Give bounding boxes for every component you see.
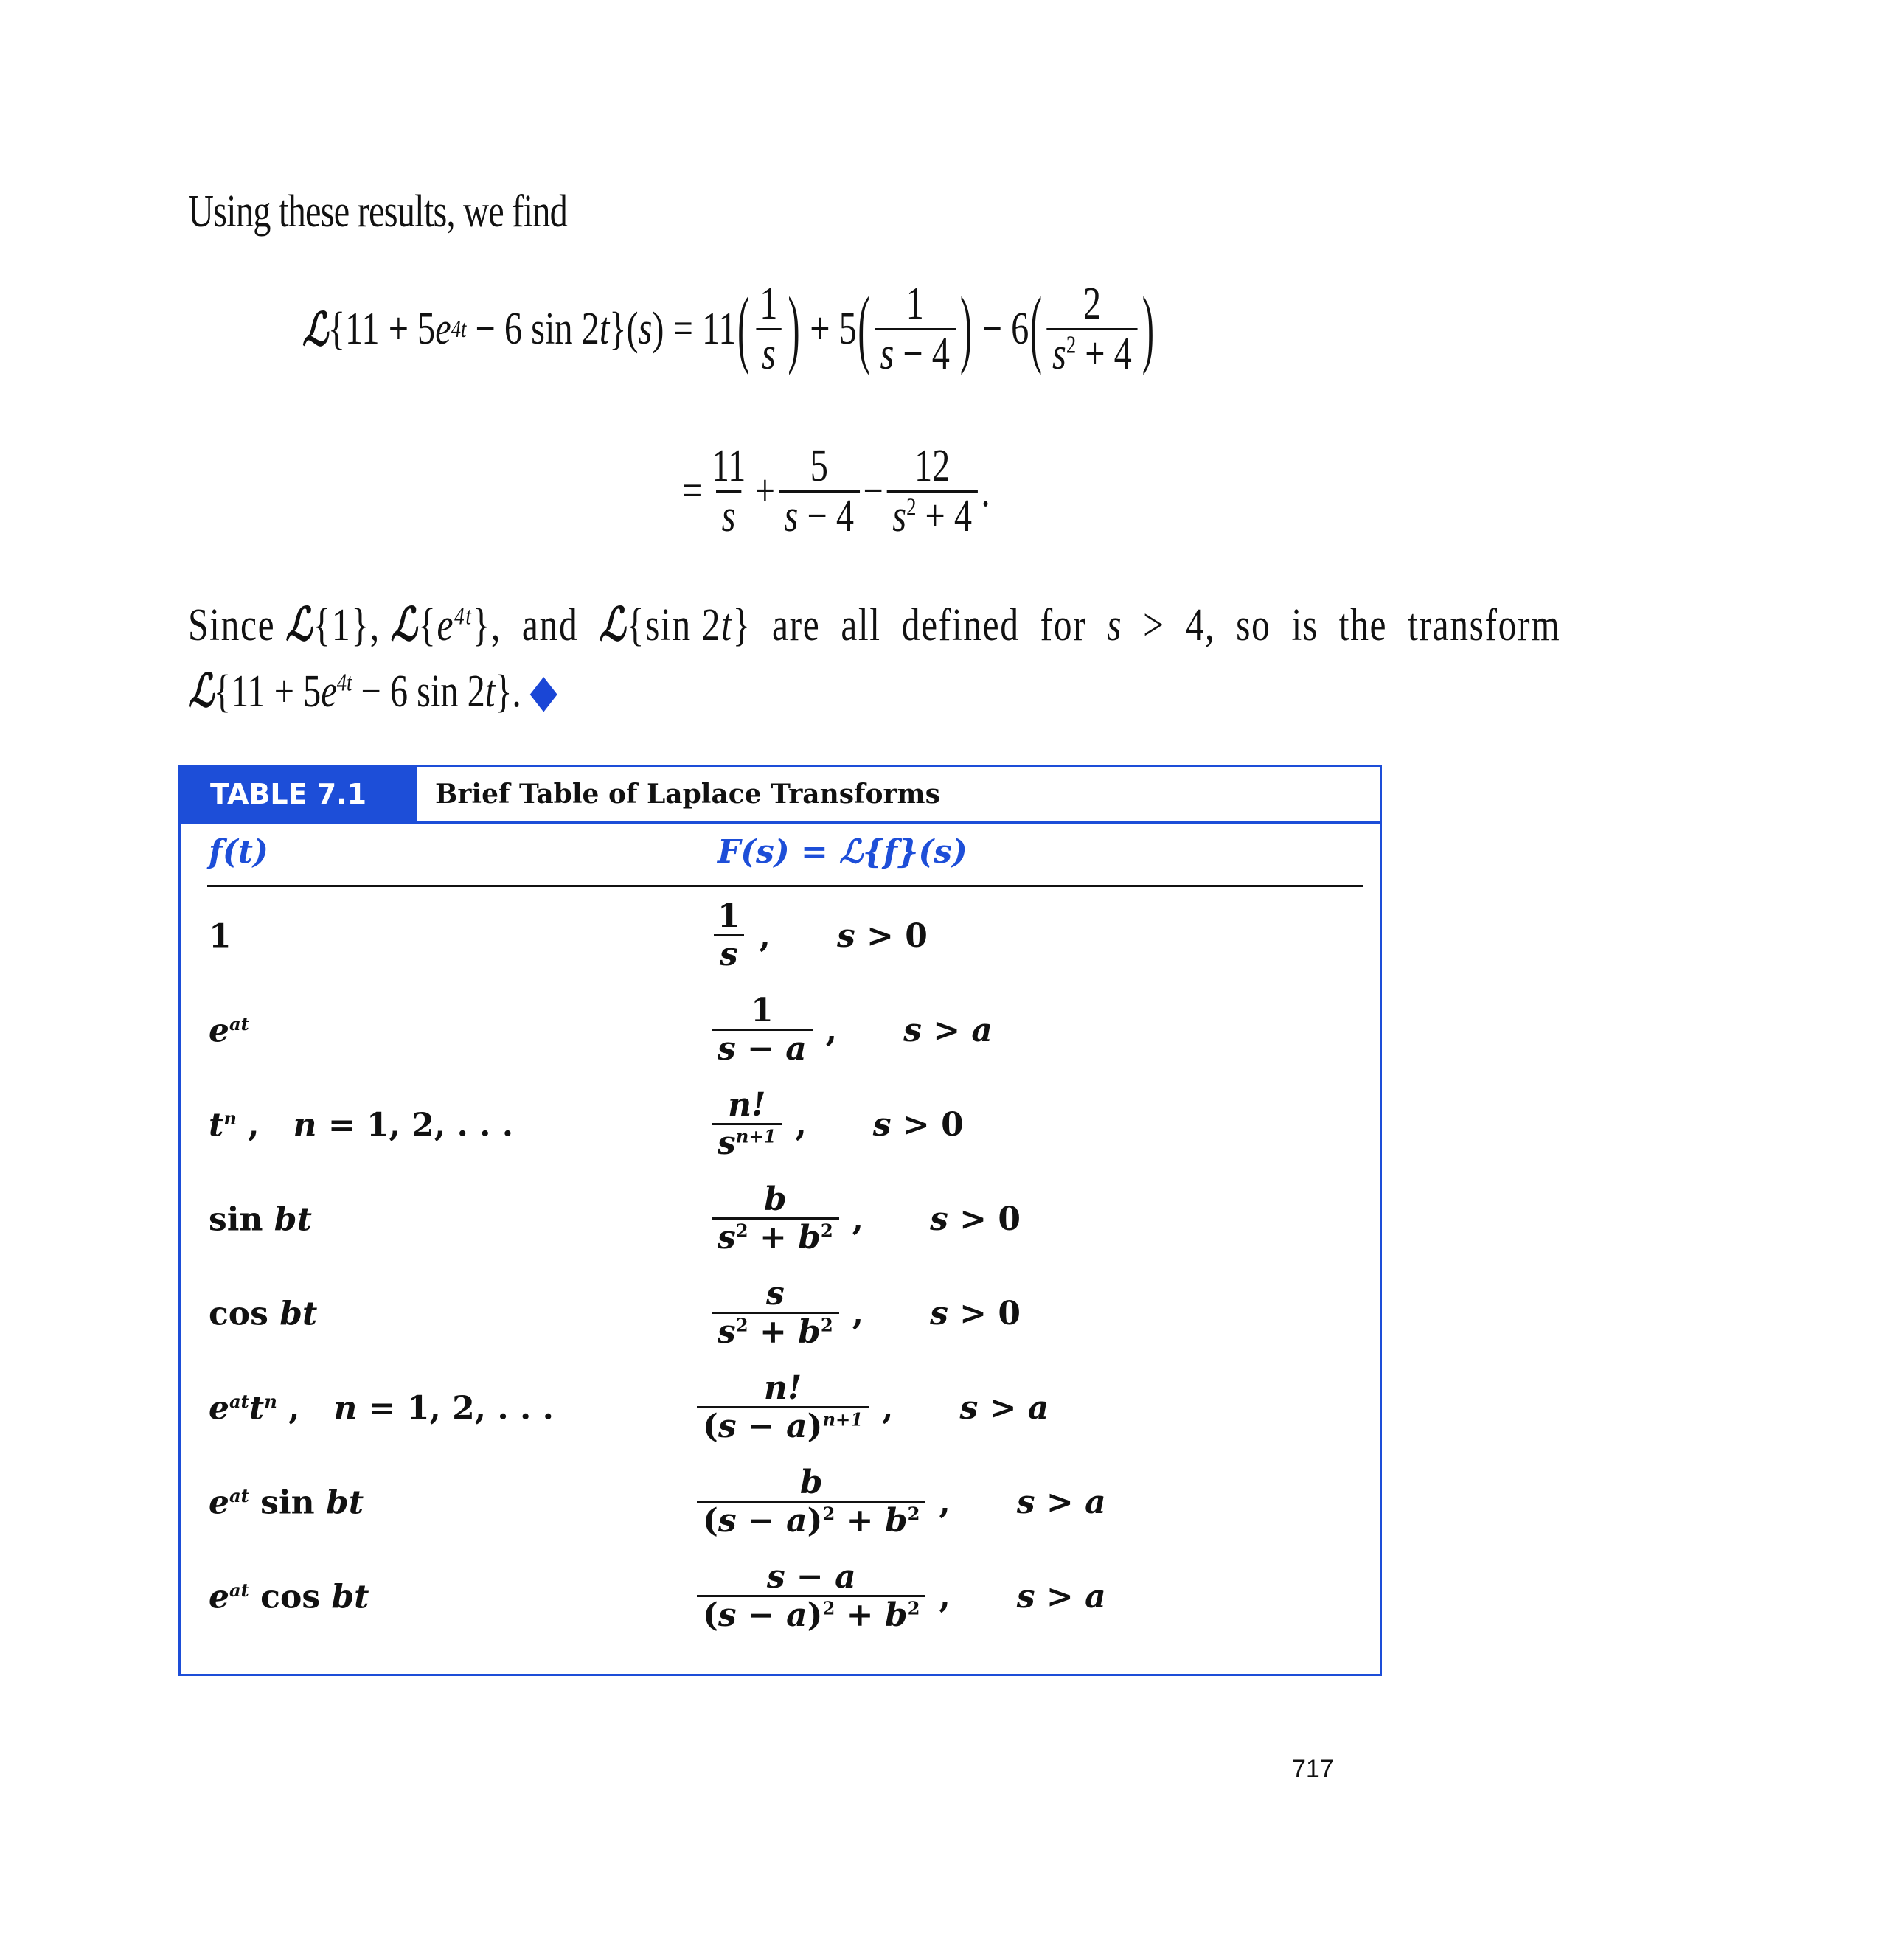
table-row [181, 1172, 1380, 1268]
closing-text-line-2: ℒ{11 + $5e^{4t} - 6$ sin 2t}. ◆ [188, 664, 557, 717]
row-F: b $s^2 + b^2$ , s > 0 [712, 1182, 1021, 1257]
row-F: b $(s - a)^2 + b^2$ , s > a [697, 1465, 1106, 1540]
row-f: $t^n$ , n = 1, 2, . . . [209, 1106, 514, 1144]
row-F: n! $s^{n+1}$ , s > 0 [712, 1088, 964, 1163]
equation-line-1: ℒ {11 + 5 e 4t − 6 sin 2 t }( s ) = 11 ( $\frac{1}{s}$ ) + 5 ( $\frac{1}{s - 4}$ ) − 6 ( $\frac{2}{s^2 + 4}$ ) [302, 279, 1154, 380]
closing-text-line-1: Since ℒ{1}, $ℒ\{e^{4t}\}$, and ℒ{sin 2t} are all defined for s > 4, so is the transform [188, 597, 1561, 651]
row-F: 1 s − a , s > a [712, 993, 993, 1068]
end-of-example-diamond-icon: ◆ [529, 667, 557, 717]
column-header-f: f(t) [209, 833, 268, 871]
row-F: 1 s , s > 0 [712, 899, 928, 974]
table-row [181, 1360, 1380, 1456]
row-F: n! $(s - a)^{n+1}$ , s > a [697, 1371, 1049, 1446]
row-F: s − a $(s - a)^2 + b^2$ , s > a [697, 1560, 1106, 1635]
row-f: $e^{at}$ cos bt [209, 1578, 369, 1616]
row-f: 1 [209, 917, 232, 956]
table-row [181, 983, 1380, 1079]
laplace-table [178, 765, 1382, 1676]
table-row [181, 889, 1380, 984]
row-f: $e^{at}$ [209, 1012, 249, 1050]
row-f: $e^{at}t^n$ , n = 1, 2, . . . [209, 1389, 554, 1428]
table-label: TABLE 7.1 [181, 767, 417, 821]
intro-text: Using these results, we find [188, 187, 568, 237]
header-divider [181, 821, 1380, 824]
column-divider [207, 885, 1363, 887]
row-f: cos bt [209, 1295, 318, 1333]
row-f: sin bt [209, 1200, 312, 1239]
table-row [181, 1077, 1380, 1173]
table-title: Brief Table of Laplace Transforms [435, 779, 940, 810]
table-row [181, 1266, 1380, 1362]
page-number: 717 [1292, 1755, 1334, 1783]
row-F: s $s^2 + b^2$ , s > 0 [712, 1276, 1021, 1352]
row-f: $e^{at}$ sin bt [209, 1484, 364, 1522]
column-header-F: F(s) = ℒ{f}(s) [718, 833, 967, 871]
equation-line-2: = $\frac{11}{s}$ + $\frac{5}{s - 4}$ − $\frac{12}{s^2 + 4}$ . [682, 441, 990, 542]
table-row [181, 1455, 1380, 1551]
table-row [181, 1549, 1380, 1645]
